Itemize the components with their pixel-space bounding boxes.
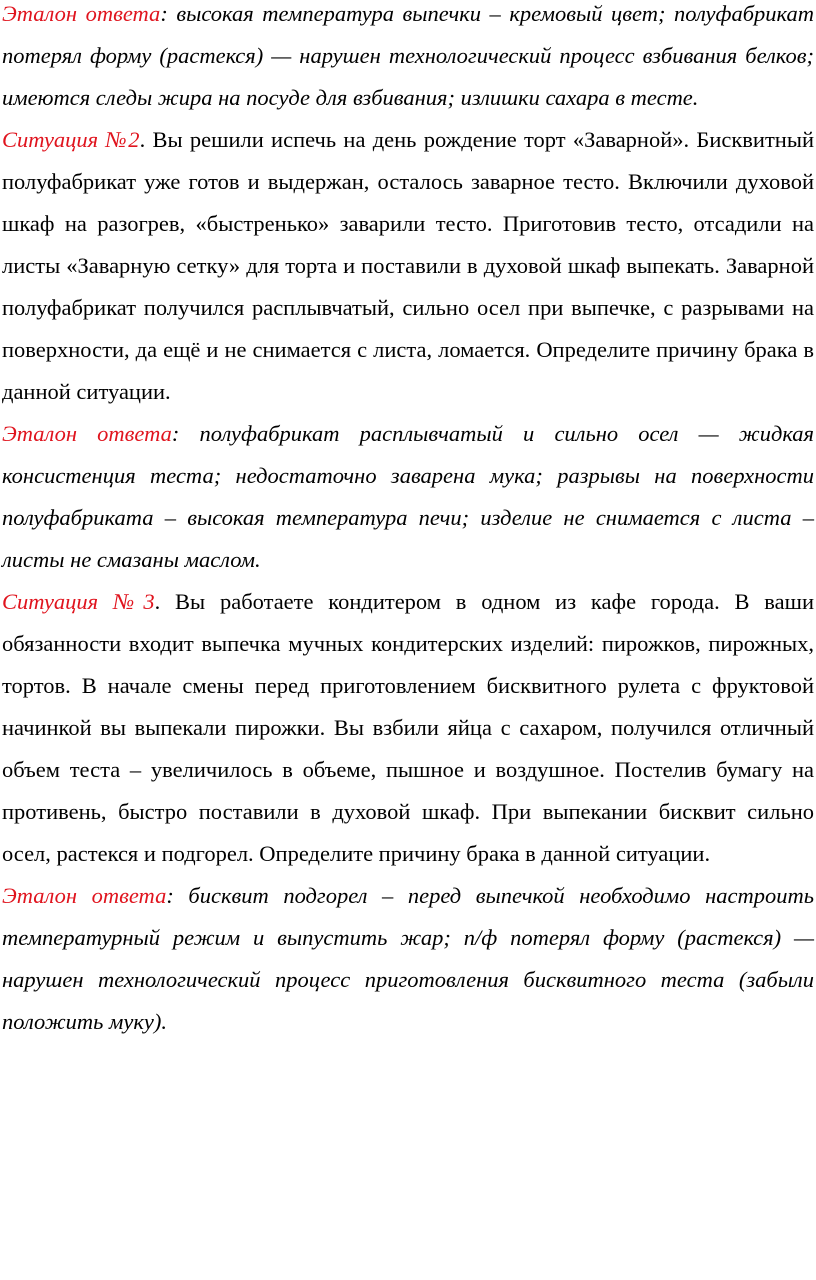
answer-3-label: Эталон ответа bbox=[2, 883, 167, 908]
answer-1-text: : высокая температура выпечки – кремовый цвет; полуфабрикат потерял форму (растекся) — нарушен технологический процесс взбивания белков; имеются следы жира на посуде для взбивания; излишки сахара в тесте. bbox=[2, 1, 814, 110]
situation-3-paragraph bbox=[2, 581, 814, 875]
situation-2-label: Ситуация №2 bbox=[2, 127, 140, 152]
situation-3-text: . Вы работаете кондитером в одном из кафе города. В ваши обязанности входит выпечка мучных кондитерских изделий: пирожков, пирожных, тортов. В начале смены перед приготовлением бисквитного рулета с фруктовой начинкой вы выпекали пирожки. Вы взбили яйца с сахаром, получился отличный объем теста – увеличилось в объеме, пышное и воздушное. Постелив бумагу на противень, быстро поставили в духовой шкаф. При выпекании бисквит сильно осел, растекся и подгорел. Определите причину брака в данной ситуации. bbox=[2, 589, 814, 866]
answer-2-text: : полуфабрикат расплывчатый и сильно осел — жидкая консистенция теста; недостаточно заварена мука; разрывы на поверхности полуфабриката – высокая температура печи; изделие не снимается с листа – листы не смазаны маслом. bbox=[2, 421, 815, 572]
answer-2-paragraph bbox=[2, 413, 814, 581]
answer-1-paragraph bbox=[2, 0, 814, 119]
situation-3-label: Ситуация №3 bbox=[2, 589, 155, 614]
situation-2-paragraph bbox=[2, 119, 814, 413]
answer-3-text: : бисквит подгорел – перед выпечкой необходимо настроить температурный режим и выпустить жар; п/ф потерял форму (растекся) — нарушен технологический процесс приготовления бисквитного теста (забыли положить муку). bbox=[2, 883, 814, 1034]
situation-2-text: . Вы решили испечь на день рождение торт «Заварной». Бисквитный полуфабрикат уже готов и выдержан, осталось заварное тесто. Включили духовой шкаф на разогрев, «быстренько» заварили тесто. Приготовив тесто, отсадили на листы «Заварную сетку» для торта и поставили в духовой шкаф выпекать. Заварной полуфабрикат получился расплывчатый, сильно осел при выпечке, с разрывами на поверхности, да ещё и не снимается с листа, ломается. Определите причину брака в данной ситуации. bbox=[2, 127, 815, 404]
answer-2-label: Эталон ответа bbox=[2, 421, 172, 446]
answer-1-label: Эталон ответа bbox=[2, 1, 161, 26]
answer-3-paragraph bbox=[2, 875, 814, 1043]
